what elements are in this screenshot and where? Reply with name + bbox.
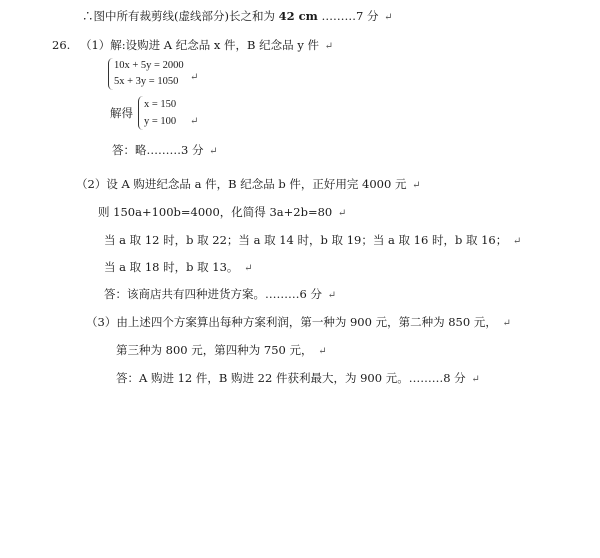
paragraph-mark: ↵: [244, 263, 253, 274]
question-26-part-1-heading: [52, 37, 333, 55]
part-2-cases-line-1: 当 a 取 12 时，b 取 22；当 a 取 14 时，b 取 19；当 a 取 16 时，b 取 16； ↵: [104, 233, 522, 247]
conclusion-score: ………7 分: [321, 9, 379, 23]
conclusion-line: [82, 8, 393, 26]
equation-system-1: [108, 58, 218, 90]
paragraph-mark: ↵: [324, 41, 334, 52]
paragraph-mark: ↵: [327, 290, 337, 301]
conclusion-value: 42 cm: [278, 9, 318, 23]
part-2-cases-line-2: 当 a 取 18 时，b 取 13。 ↵: [104, 260, 253, 274]
part-1-setup: （1）解:设购进 A 纪念品 x 件，B 纪念品 y 件: [79, 38, 319, 52]
solution-system: [138, 96, 198, 130]
paragraph-mark: ↵: [502, 318, 511, 329]
paragraph-mark: ↵: [512, 236, 522, 247]
paragraph-mark: ↵: [471, 374, 480, 385]
paragraph-mark: ↵: [337, 208, 347, 219]
solution-y: y = 100: [144, 116, 177, 127]
part-3-answer: 答：A 购进 12 件，B 购进 22 件获利最大，为 900 元。………8 分 ↵: [116, 371, 480, 385]
part-3-line-2: 第三种为 800 元，第四种为 750 元， ↵: [116, 343, 327, 357]
equation-1: 10x + 5y = 2000: [114, 60, 184, 71]
part-2-equation-line: 则 150a+100b=4000，化简得 3a+2b=80 ↵: [98, 205, 347, 219]
paragraph-mark: ↵: [190, 72, 199, 83]
part-2-heading: （2）设 A 购进纪念品 a 件，B 纪念品 b 件，正好用完 4000 元 ↵: [76, 177, 421, 191]
paragraph-mark: ↵: [384, 12, 393, 23]
paragraph-mark: ↵: [190, 116, 199, 127]
paragraph-mark: ↵: [209, 146, 218, 157]
solve-label: 解得: [110, 106, 133, 120]
paragraph-mark: ↵: [318, 346, 327, 357]
part-1-answer: 答：略………3 分 ↵: [112, 143, 218, 157]
solution-x: x = 150: [144, 99, 177, 110]
part-2-answer: 答：该商店共有四种进货方案。………6 分 ↵: [104, 287, 337, 301]
question-number: 26.: [52, 38, 71, 52]
paragraph-mark: ↵: [412, 180, 421, 191]
conclusion-text: ∴图中所有裁剪线(虚线部分)长之和为: [82, 9, 275, 23]
equation-2: 5x + 3y = 1050: [114, 76, 179, 87]
part-3-line-1: （3）由上述四个方案算出每种方案利润，第一种为 900 元，第二种为 850 元， ↵: [86, 315, 511, 329]
